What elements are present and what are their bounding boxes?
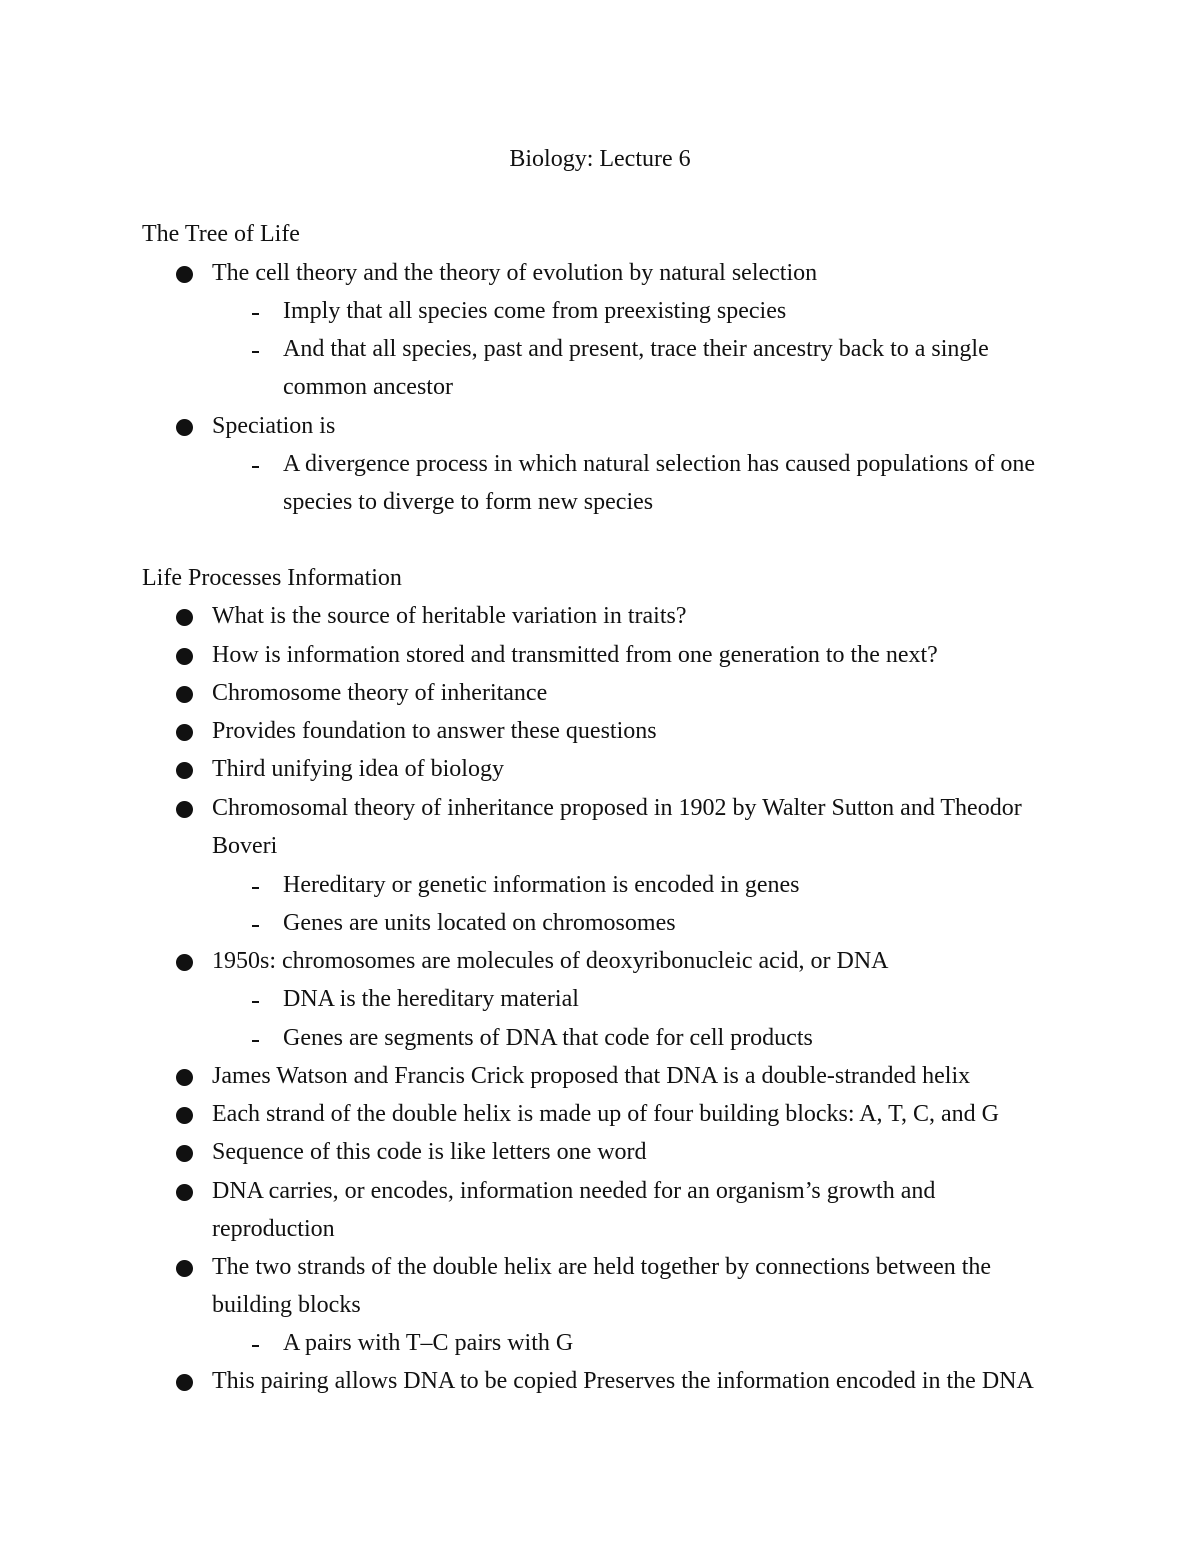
section-heading-tree-of-life: The Tree of Life xyxy=(142,221,300,247)
list-item: James Watson and Francis Crick proposed that DNA is a double-stranded helix xyxy=(212,1063,971,1089)
sub-list-item: A divergence process in which natural selection has caused populations of one species to diverge to form new species xyxy=(283,451,1036,516)
page-title: Biology: Lecture 6 xyxy=(509,146,691,172)
bullet-icon xyxy=(176,1184,193,1201)
list-item: What is the source of heritable variation in traits? xyxy=(212,603,687,629)
bullet-icon xyxy=(176,648,193,665)
bullet-icon xyxy=(176,1107,193,1124)
sub-list-item: Imply that all species come from preexisting species xyxy=(283,298,787,324)
bullet-icon xyxy=(176,686,193,703)
dash-icon xyxy=(252,466,259,468)
dash-icon xyxy=(252,351,259,353)
list-item: Third unifying idea of biology xyxy=(212,756,504,782)
bullet-icon xyxy=(176,419,193,436)
bullet-icon xyxy=(176,762,193,779)
list-item: Each strand of the double helix is made up of four building blocks: A, T, C, and G xyxy=(212,1101,999,1127)
bullet-icon xyxy=(176,1145,193,1162)
sub-list-item: A pairs with T–C pairs with G xyxy=(283,1330,574,1356)
bullet-icon xyxy=(176,724,193,741)
list-item: DNA carries, or encodes, information needed for an organism’s growth and reproduction xyxy=(212,1178,936,1243)
bullet-icon xyxy=(176,1260,193,1277)
dash-icon xyxy=(252,1001,259,1003)
dash-icon xyxy=(252,925,259,927)
list-item: Provides foundation to answer these questions xyxy=(212,718,657,744)
list-item: This pairing allows DNA to be copied Preserves the information encoded in the DNA xyxy=(212,1368,1034,1394)
sub-list-item: Genes are units located on chromosomes xyxy=(283,910,676,936)
list-item: Speciation is xyxy=(212,413,336,439)
list-item: Chromosome theory of inheritance xyxy=(212,680,548,706)
list-item: The cell theory and the theory of evolution by natural selection xyxy=(212,260,818,286)
sub-list-item: DNA is the hereditary material xyxy=(283,986,579,1012)
section-heading-life-processes: Life Processes Information xyxy=(142,565,402,591)
bullet-icon xyxy=(176,1374,193,1391)
list-item: Sequence of this code is like letters one word xyxy=(212,1139,647,1165)
dash-icon xyxy=(252,887,259,889)
bullet-icon xyxy=(176,266,193,283)
sub-list-item: Genes are segments of DNA that code for cell products xyxy=(283,1025,813,1051)
bullet-icon xyxy=(176,954,193,971)
list-item: The two strands of the double helix are held together by connections between the building blocks xyxy=(212,1254,992,1319)
sub-list-item: And that all species, past and present, trace their ancestry back to a single common ancestor xyxy=(283,336,989,401)
dash-icon xyxy=(252,1040,259,1042)
dash-icon xyxy=(252,1345,259,1347)
list-item: 1950s: chromosomes are molecules of deoxyribonucleic acid, or DNA xyxy=(212,948,889,974)
bullet-icon xyxy=(176,801,193,818)
list-item: Chromosomal theory of inheritance proposed in 1902 by Walter Sutton and Theodor Boveri xyxy=(212,795,1022,860)
list-item: How is information stored and transmitted from one generation to the next? xyxy=(212,642,938,668)
sub-list-item: Hereditary or genetic information is encoded in genes xyxy=(283,872,800,898)
bullet-icon xyxy=(176,609,193,626)
dash-icon xyxy=(252,313,259,315)
bullet-icon xyxy=(176,1069,193,1086)
